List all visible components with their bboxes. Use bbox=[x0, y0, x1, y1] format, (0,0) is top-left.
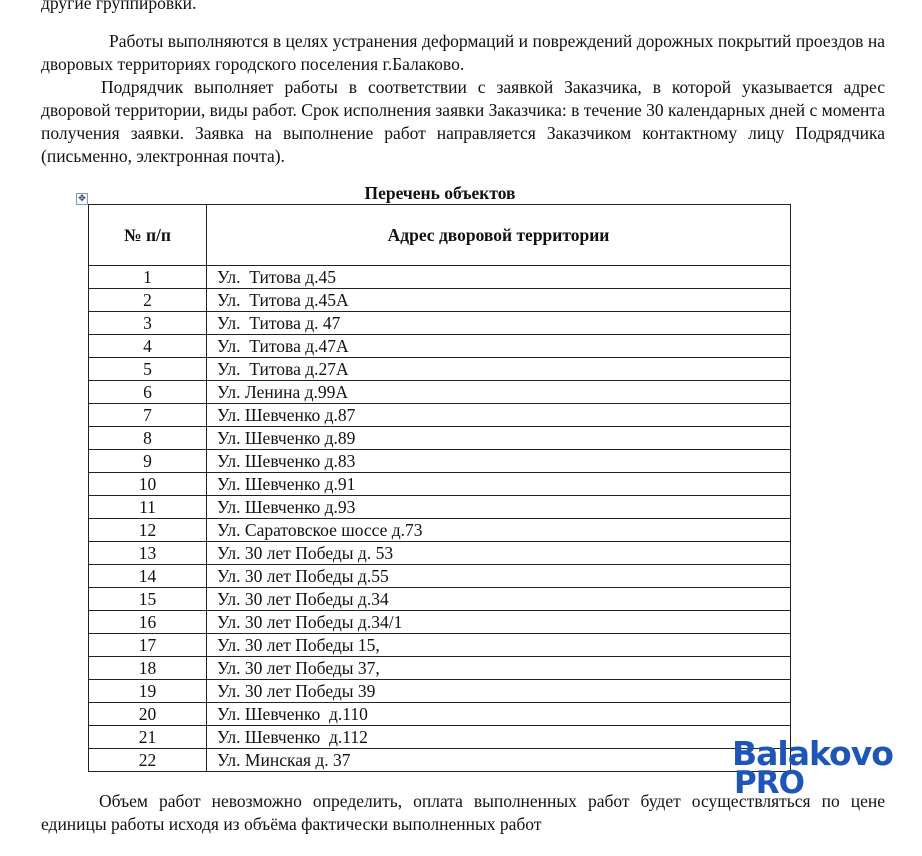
row-number-cell: 4 bbox=[89, 335, 207, 358]
table-row bbox=[89, 519, 791, 542]
table-row bbox=[89, 611, 791, 634]
table-row bbox=[89, 726, 791, 749]
table-row bbox=[89, 427, 791, 450]
row-number-cell: 10 bbox=[89, 473, 207, 496]
row-number-cell: 3 bbox=[89, 312, 207, 335]
row-address-cell: Ул. Шевченко д.83 bbox=[207, 450, 791, 473]
row-address-cell: Ул. Шевченко д.112 bbox=[207, 726, 791, 749]
logo-text-line1: Balakovo bbox=[732, 734, 893, 773]
row-number-cell: 22 bbox=[89, 749, 207, 772]
table-row bbox=[89, 358, 791, 381]
table-row bbox=[89, 404, 791, 427]
table-row bbox=[89, 312, 791, 335]
header-number: № п/п bbox=[89, 205, 207, 266]
table-row bbox=[89, 266, 791, 289]
table-row bbox=[89, 381, 791, 404]
row-number-cell: 6 bbox=[89, 381, 207, 404]
row-address-cell: Ул. 30 лет Победы д. 53 bbox=[207, 542, 791, 565]
row-number-cell: 5 bbox=[89, 358, 207, 381]
row-number-cell: 13 bbox=[89, 542, 207, 565]
table-row bbox=[89, 749, 791, 772]
table-row bbox=[89, 657, 791, 680]
paragraph-payment: Объем работ невозможно определить, оплата выполненных работ будет осуществляться по цене единицы работы исходя из объёма фактически выполненных работ bbox=[41, 791, 885, 834]
row-number-cell: 12 bbox=[89, 519, 207, 542]
row-address-cell: Ул. 30 лет Победы 15, bbox=[207, 634, 791, 657]
paragraph-contractor-request: Подрядчик выполняет работы в соответствии с заявкой Заказчика, в которой указывается адрес дворовой территории, виды работ. Срок исполнения заявки Заказчика: в течение 30 календарных дней с момента получения заявки. Заявка на выполнение работ направляется Заказчиком контактному лицу Подрядчика (письменно, электронная почта). bbox=[41, 77, 885, 166]
balakovo-pro-logo bbox=[732, 736, 892, 806]
table-row bbox=[89, 473, 791, 496]
row-address-cell: Ул. Шевченко д.87 bbox=[207, 404, 791, 427]
row-number-cell: 15 bbox=[89, 588, 207, 611]
table-row bbox=[89, 289, 791, 312]
objects-table bbox=[88, 204, 791, 772]
row-number-cell: 19 bbox=[89, 680, 207, 703]
move-icon[interactable]: ✥ bbox=[76, 193, 88, 205]
paragraph-work-purpose: Работы выполняются в целях устранения деформаций и повреждений дорожных покрытий проездов на дворовых территориях городского поселения г.Балаково. bbox=[41, 31, 885, 74]
row-address-cell: Ул. Титова д. 47 bbox=[207, 312, 791, 335]
row-address-cell: Ул. Титова д.45А bbox=[207, 289, 791, 312]
row-number-cell: 20 bbox=[89, 703, 207, 726]
row-address-cell: Ул. Титова д.45 bbox=[207, 266, 791, 289]
row-address-cell: Ул. 30 лет Победы 37, bbox=[207, 657, 791, 680]
row-address-cell: Ул. 30 лет Победы д.34/1 bbox=[207, 611, 791, 634]
header-address: Адрес дворовой территории bbox=[207, 205, 791, 266]
row-number-cell: 16 bbox=[89, 611, 207, 634]
row-address-cell: Ул. Шевченко д.93 bbox=[207, 496, 791, 519]
table-row bbox=[89, 542, 791, 565]
row-number-cell: 17 bbox=[89, 634, 207, 657]
table-row bbox=[89, 703, 791, 726]
table-row bbox=[89, 634, 791, 657]
cut-off-text-line: другие группировки. bbox=[41, 0, 197, 13]
table-row bbox=[89, 335, 791, 358]
row-number-cell: 1 bbox=[89, 266, 207, 289]
row-address-cell: Ул. Титова д.27А bbox=[207, 358, 791, 381]
table-row bbox=[89, 588, 791, 611]
row-number-cell: 14 bbox=[89, 565, 207, 588]
row-number-cell: 11 bbox=[89, 496, 207, 519]
table-row bbox=[89, 565, 791, 588]
table-header-row bbox=[89, 205, 791, 266]
row-number-cell: 8 bbox=[89, 427, 207, 450]
table-body bbox=[89, 266, 791, 772]
row-number-cell: 7 bbox=[89, 404, 207, 427]
row-address-cell: Ул. Шевченко д.110 bbox=[207, 703, 791, 726]
row-address-cell: Ул. Минская д. 37 bbox=[207, 749, 791, 772]
table-row bbox=[89, 496, 791, 519]
table-title: Перечень объектов bbox=[364, 183, 516, 203]
row-address-cell: Ул. Ленина д.99А bbox=[207, 381, 791, 404]
row-address-cell: Ул. 30 лет Победы д.55 bbox=[207, 565, 791, 588]
row-address-cell: Ул. 30 лет Победы 39 bbox=[207, 680, 791, 703]
logo-text-line2: PRO bbox=[734, 765, 804, 801]
row-number-cell: 18 bbox=[89, 657, 207, 680]
row-number-cell: 9 bbox=[89, 450, 207, 473]
row-number-cell: 21 bbox=[89, 726, 207, 749]
row-address-cell: Ул. 30 лет Победы д.34 bbox=[207, 588, 791, 611]
row-address-cell: Ул. Титова д.47А bbox=[207, 335, 791, 358]
row-address-cell: Ул. Шевченко д.89 bbox=[207, 427, 791, 450]
table-row bbox=[89, 450, 791, 473]
table-row bbox=[89, 680, 791, 703]
row-address-cell: Ул. Шевченко д.91 bbox=[207, 473, 791, 496]
row-number-cell: 2 bbox=[89, 289, 207, 312]
row-address-cell: Ул. Саратовское шоссе д.73 bbox=[207, 519, 791, 542]
